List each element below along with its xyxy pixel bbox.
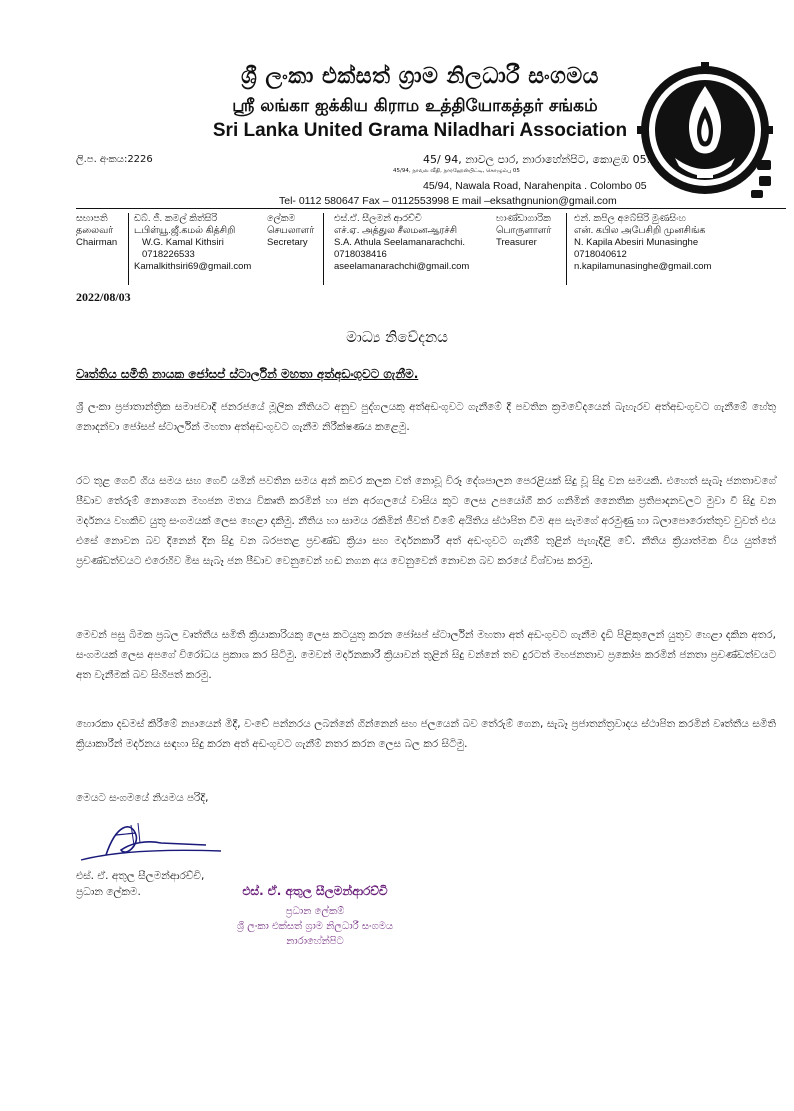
role-tamil: செயலாளர் xyxy=(267,225,315,236)
officer-name-tamil: என். கபில அபேசிறி முனசிங்க xyxy=(574,225,706,236)
officer-name-english: W.G. Kamal Kithsiri xyxy=(142,237,224,248)
closing-line: මෙයට සංගමයේ නියමය පරිදි, xyxy=(76,792,209,804)
officer-chairman xyxy=(134,213,251,273)
column-divider xyxy=(128,213,129,285)
officer-email-link[interactable]: aseelamanarachchi@gmail.com xyxy=(334,261,470,272)
officer-name-tamil: டபிள்யூ.ஜீ.கமல் கித்சிறி xyxy=(134,225,236,236)
address-tamil: 45/94, நாவல வீதி, நாரஹேன்பிட்டி, கொழும்பு 05 xyxy=(393,168,520,174)
org-name-english: Sri Lanka United Grama Niladhari Association xyxy=(212,120,628,141)
officer-phone: 0718038416 xyxy=(334,249,387,260)
signer-title: ප්‍රධාන ලේකම. xyxy=(76,886,141,898)
officer-secretary xyxy=(334,213,469,273)
officer-name-sinhala: ඩබ්. ජී. කමල් කිත්සිරි xyxy=(134,213,218,224)
address-sinhala: 45/ 94, නාවල පාර, නාරාහේන්පිට, කොළඹ 05. xyxy=(423,153,651,166)
officer-phone: 0718040612 xyxy=(574,249,627,260)
column-divider xyxy=(323,213,324,285)
subject-line: වෘත්තිය සමිති නායක ජෝසප් ස්ටාර්ලින් මහතා අත්අඩංගුවට ගැනීම. xyxy=(76,367,419,381)
signer-name: එස්. ඒ. අතුල සීලමන්ආරච්චි, xyxy=(76,870,205,882)
officer-email-link[interactable]: n.kapilamunasinghe@gmail.com xyxy=(574,261,712,272)
officer-name-sinhala: එන්. කපිල අබේසිරි මුණසිංහ xyxy=(574,213,686,224)
role-sinhala: භාණ්ඩාගාරික xyxy=(496,213,551,224)
role-english: Treasurer xyxy=(496,237,537,248)
letter-date: 2022/08/03 xyxy=(76,290,131,304)
role-tamil: பொருளாளர் xyxy=(496,225,552,236)
association-logo-icon xyxy=(625,62,780,202)
officer-name-tamil: எச்.ஏ. அத்துல சீலமனஆரச்சி xyxy=(334,225,458,236)
org-name-tamil: ஸ்ரீ லங்கா ஐக்கிய கிராம உத்தியோகத்தர் சங்கம் xyxy=(232,96,598,116)
role-sinhala: ලේකම xyxy=(267,213,296,224)
body-paragraph: මෙවන් පසු බිමක ප්‍රබල වෘත්තීය සමිති ක්‍රියාකාරියකු ලෙස කටයුතු කරන ජෝසප් ස්ටාර්ලින් මහතා අත් අඩංගුවට ගැනීම දැඩි පිළිකුලෙන් යුතුව හෙළා දකින අතර, සංගමයක් ලෙස අපගේ විරෝධය ප්‍රකාශ කර සිටිමු. මෙවන් මර්දනකාරී ක්‍රියාවන් තුළින් සිදු වන්නේ තව දුරටත් මහජනතාව ප්‍රකෝප කරමින් ජනතා ප්‍රචණ්ඩත්වයට අත වැනීමක් බව සිහිපත් කරමු. xyxy=(76,629,776,681)
body-paragraph: රට තුළ ගෙවී ගිය සමය සහ ගෙවී යමින් පවතින සමය අන් කවර කලක වත් නොවූ විරූ දේශපාලන පෙරළියක් සිදු වූ සිදු වන සමයකි. එහෙත් සැබෑ ජනතාවගේ පීඩාව තේරුම් නොගෙන මහජන මතය විකෘති කරමින් හා ජන අරගලයේ වාසිය කුට ලෙස උපයෝගී කර ගනිමින් නෛතික ප්‍රතිපාදනවලට මුවා වී සිදු වන මර්දනය වහකිව යුතු සංගමයක් ලෙස හෙළා දකිමු. නීතිය හා සාමය රකිමින් ජීවත් වීමේ අයිතිය ස්ථාපිත වීම අප සැමගේ අරමුණු හා බලාපොරොත්තුව වුවත් එය එසේ නොවන බව දිනෙන් දින සිදු වන බරපතළ ප්‍රචණ්ඩ ක්‍රියා සහ මර්දනකාරී අත් අඩංගුවට ගැනීම් තුළින් පැහැදිළි වේ. නීතිය ක්‍රියාත්මක විය යුත්තේ ප්‍රචණ්ඩත්වයට එරෙහිව මිස සැබෑ ජන පීඩාව වෙනුවෙන් හඬ නගන අය වෙනුවෙන් නොවන බව කරයේ විශ්වාස කරමු. xyxy=(76,475,776,567)
registration-number: ලි.ප. අංකය:2226 xyxy=(76,154,153,165)
officer-name-english: S.A. Athula Seelamanarachchi. xyxy=(334,237,465,248)
header-divider xyxy=(76,208,786,209)
stamp-organization: ශ්‍රී ලංකා එක්සත් ග්‍රාම නිලධාරී සංගමය xyxy=(236,921,394,932)
officer-email-link[interactable]: Kamalkithsiri69@gmail.com xyxy=(134,261,252,272)
stamp-name: එස්. ඒ. අතුල සීලමන්ආරච්චි xyxy=(242,884,388,898)
contact-line: Tel- 0112 580647 Fax – 0112553998 E mail –eksathgnunion@gmail.com xyxy=(279,195,617,207)
stamp-place: නාරාහේන්පිට xyxy=(286,936,344,947)
address-english: 45/94, Nawala Road, Narahenpita . Colombo 05 xyxy=(423,180,647,192)
role-english: Secretary xyxy=(267,237,308,248)
officer-treasurer xyxy=(574,213,711,273)
body-paragraph: හොරකා දඩමස් කිරීමේ න්‍යායෙන් මිදී, වංචේ පන්නරය ලබන්නේ ගින්නෙන් සහ ජලයෙන් බව තේරුම් ගෙන, සැබෑ ප්‍රජාතන්ත්‍රවාදය ස්ථාපිත කරමින් වෘත්තීය සමිති ක්‍රියාකාරීන් මර්දනය සඳහා සිදු කරන අත් අඩංගුවට ගැනීම් නතර කරන ලෙස බල කර සිටිමු. xyxy=(76,718,776,750)
press-release-title: මාධ්‍ය නිවේදනය xyxy=(346,328,448,346)
role-sinhala: සභාපති xyxy=(76,213,108,224)
officer-role-secretary xyxy=(267,213,314,249)
officer-name-english: N. Kapila Abesiri Munasinghe xyxy=(574,237,699,248)
officer-phone: 0718226533 xyxy=(142,249,195,260)
officer-name-sinhala: එස්.ඒ. සීලමන් ආරච්චි xyxy=(334,213,422,224)
officer-role-treasurer xyxy=(496,213,551,249)
org-name-sinhala: ශ්‍රී ලංකා එක්සත් ග්‍රාම නිලධාරී සංගමය xyxy=(241,64,599,89)
role-tamil: தலைவர் xyxy=(76,225,114,236)
body-paragraph: ශ්‍රී ලංකා ප්‍රජාතාන්ත්‍රික සමාජවාදී ජනරජයේ මූලික නීතියට අනුව පුද්ගලයකු අත්අඩංගුවට ගැනීමේ දී පවතින ක්‍රමවේදයෙන් බැහැරව අත්අඩංගුවට ගැනීමේ හේතු නොදන්වා ජෝසප් ස්ටාර්ලින් මහතා අත්අඩංගුවට ගැනීම නිරීක්ෂණය කළෙමු. xyxy=(76,401,776,433)
handwritten-signature xyxy=(76,815,226,870)
stamp-title: ප්‍රධාන ලේකම් xyxy=(285,906,345,917)
role-english: Chairman xyxy=(76,237,118,248)
officer-role-chairman xyxy=(76,213,117,249)
column-divider xyxy=(566,213,567,285)
